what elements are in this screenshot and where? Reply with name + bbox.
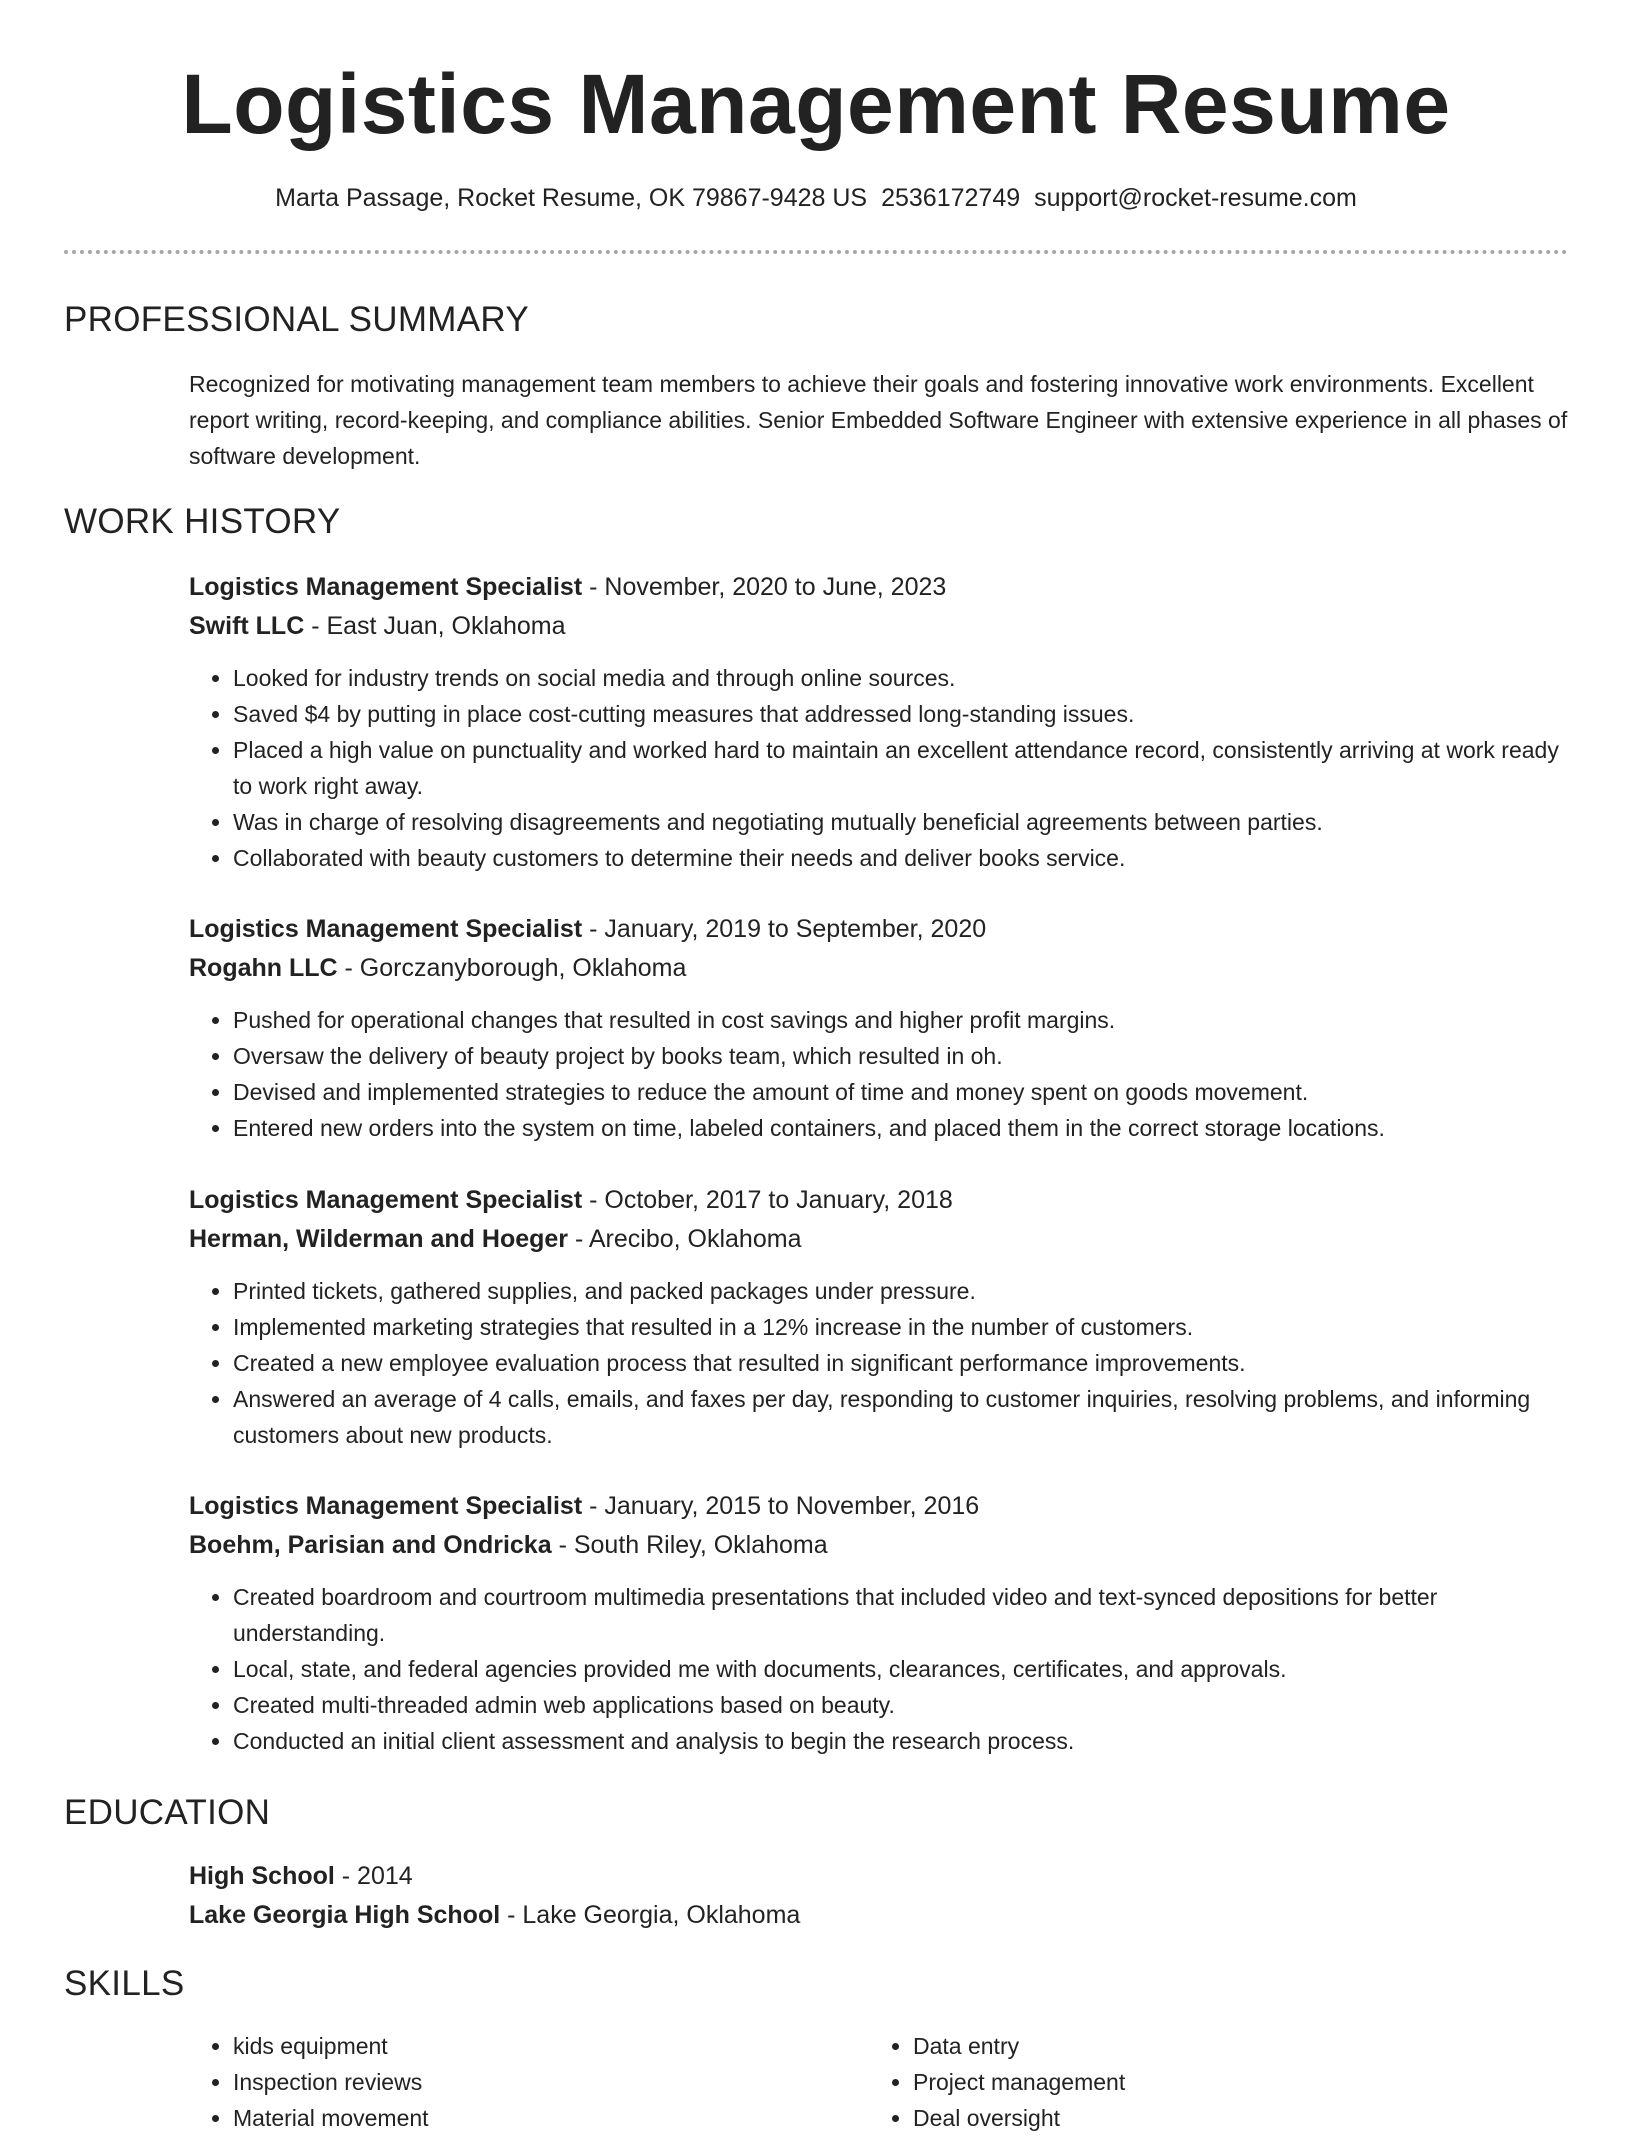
job-bullet: • Local, state, and federal agencies provided me with documents, clearances, certificates, and approvals. — [233, 1651, 1579, 1687]
education-school-line — [189, 1896, 1579, 1935]
skills-heading: SKILLS — [64, 1964, 185, 2003]
job-bullet: • Created boardroom and courtroom multimedia presentations that included video and text-synced depositions for better understanding. — [233, 1579, 1579, 1651]
job-company-line — [189, 1220, 1579, 1259]
job-title: Logistics Management Specialist — [189, 915, 583, 943]
job-company-line — [189, 949, 1579, 988]
job-bullets — [189, 1273, 1579, 1453]
job-bullet: • Printed tickets, gathered supplies, and packed packages under pressure. — [233, 1273, 1579, 1309]
job-company-line — [189, 607, 1579, 646]
contact-email: support@rocket-resume.com — [1034, 184, 1357, 212]
skill-item: • Deal oversight — [913, 2100, 1549, 2136]
skills-column-right — [869, 2028, 1549, 2136]
job-dates: - January, 2019 to September, 2020 — [582, 915, 987, 943]
skills-list — [189, 2028, 1549, 2136]
job-bullet: • Created multi-threaded admin web applications based on beauty. — [233, 1687, 1579, 1723]
education-year: - 2014 — [334, 1862, 413, 1890]
skill-item: • Project management — [913, 2064, 1549, 2100]
job-bullet: • Answered an average of 4 calls, emails, and faxes per day, responding to customer inquiries, resolving problems, and informing customers about new products. — [233, 1381, 1579, 1453]
summary-heading: PROFESSIONAL SUMMARY — [64, 300, 529, 339]
skill-item: • Material movement — [233, 2100, 869, 2136]
job-location: - South Riley, Oklahoma — [551, 1531, 828, 1559]
job-company: Herman, Wilderman and Hoeger — [189, 1225, 569, 1253]
summary-text: Recognized for motivating management team members to achieve their goals and fostering innovative work environments. Excellent report writing, record-keeping, and compliance abilities. Senior Embedded Software Engineer with extensive experience in all phases of software development. — [189, 371, 1568, 469]
resume-title: Logistics Management Resume — [181, 57, 1451, 151]
job-bullet: • Implemented marketing strategies that resulted in a 12% increase in the number of customers. — [233, 1309, 1579, 1345]
contact-address: Marta Passage, Rocket Resume, OK 79867-9428 US — [275, 184, 868, 212]
job-entry — [189, 1487, 1579, 1759]
header-divider — [64, 250, 1568, 254]
job-title-line — [189, 1181, 1579, 1220]
education-degree-line — [189, 1857, 1579, 1896]
job-title: Logistics Management Specialist — [189, 1492, 583, 1520]
job-bullet: • Was in charge of resolving disagreements and negotiating mutually beneficial agreements between parties. — [233, 804, 1579, 840]
education-location: - Lake Georgia, Oklahoma — [500, 1901, 801, 1929]
job-bullet: • Collaborated with beauty customers to determine their needs and deliver books service. — [233, 840, 1579, 876]
skill-item: • Inspection reviews — [233, 2064, 869, 2100]
education-entry — [189, 1857, 1579, 1935]
job-entry — [189, 568, 1579, 876]
job-company: Swift LLC — [189, 612, 305, 640]
job-company: Boehm, Parisian and Ondricka — [189, 1531, 552, 1559]
job-bullet: • Saved $4 by putting in place cost-cutting measures that addressed long-standing issues. — [233, 696, 1579, 732]
job-title: Logistics Management Specialist — [189, 573, 583, 601]
job-dates: - January, 2015 to November, 2016 — [582, 1492, 980, 1520]
job-bullets — [189, 1579, 1579, 1759]
job-bullet: • Oversaw the delivery of beauty project by books team, which resulted in oh. — [233, 1038, 1579, 1074]
job-location: - Gorczanyborough, Oklahoma — [337, 954, 687, 982]
job-entry — [189, 910, 1579, 1146]
job-title-line — [189, 1487, 1579, 1526]
job-location: - East Juan, Oklahoma — [304, 612, 566, 640]
job-title: Logistics Management Specialist — [189, 1186, 583, 1214]
work-history-heading: WORK HISTORY — [64, 502, 341, 541]
job-bullet: • Entered new orders into the system on time, labeled containers, and placed them in the correct storage locations. — [233, 1110, 1579, 1146]
skill-item: • Data entry — [913, 2028, 1549, 2064]
job-bullets — [189, 660, 1579, 876]
job-bullets — [189, 1002, 1579, 1146]
education-degree: High School — [189, 1862, 335, 1890]
job-bullet: • Created a new employee evaluation process that resulted in significant performance improvements. — [233, 1345, 1579, 1381]
job-company-line — [189, 1526, 1579, 1565]
job-title-line — [189, 910, 1579, 949]
job-dates: - October, 2017 to January, 2018 — [582, 1186, 953, 1214]
job-dates: - November, 2020 to June, 2023 — [582, 573, 947, 601]
job-bullet: • Conducted an initial client assessment and analysis to begin the research process. — [233, 1723, 1579, 1759]
job-bullet: • Devised and implemented strategies to reduce the amount of time and money spent on goods movement. — [233, 1074, 1579, 1110]
job-title-line — [189, 568, 1579, 607]
contact-line — [0, 180, 1632, 216]
skill-item: • kids equipment — [233, 2028, 869, 2064]
contact-phone: 2536172749 — [881, 184, 1021, 212]
job-company: Rogahn LLC — [189, 954, 338, 982]
job-location: - Arecibo, Oklahoma — [568, 1225, 802, 1253]
job-entry — [189, 1181, 1579, 1453]
skills-column-left — [189, 2028, 869, 2136]
job-bullet: • Looked for industry trends on social media and through online sources. — [233, 660, 1579, 696]
job-bullet: • Placed a high value on punctuality and worked hard to maintain an excellent attendance record, consistently arriving at work ready to work right away. — [233, 732, 1579, 804]
education-heading: EDUCATION — [64, 1793, 271, 1832]
job-bullet: • Pushed for operational changes that resulted in cost savings and higher profit margins. — [233, 1002, 1579, 1038]
education-school: Lake Georgia High School — [189, 1901, 501, 1929]
